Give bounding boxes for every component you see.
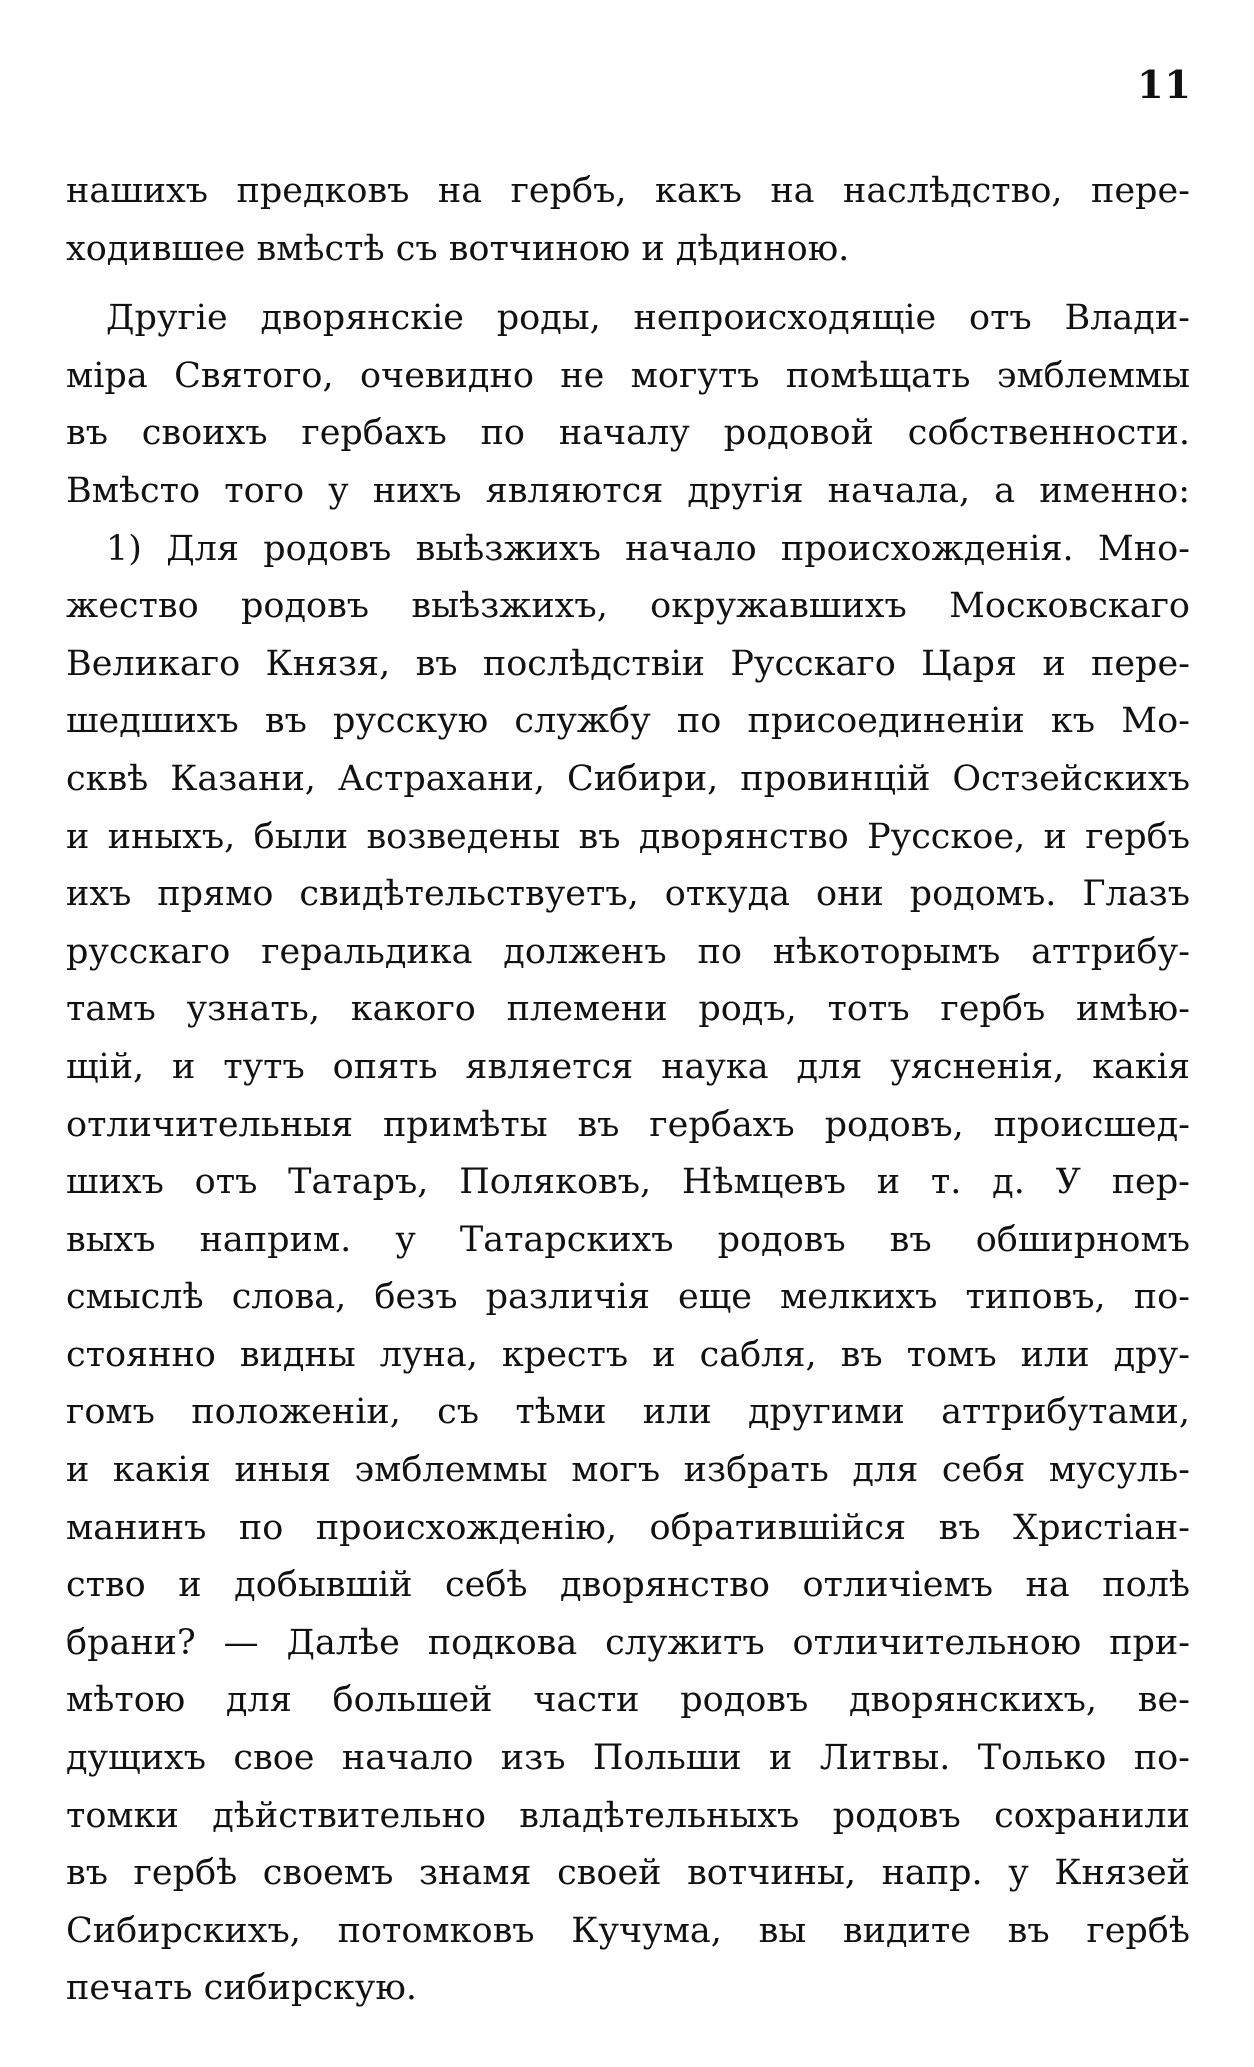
text-line: и какія иныя эмблеммы могъ избрать для себя мусуль- bbox=[66, 1450, 1190, 1491]
text-line: стоянно видны луна, крестъ и сабля, въ томъ или дру- bbox=[66, 1334, 1190, 1375]
text-line: ство и добывшій себѣ дворянство отличіемъ на полѣ bbox=[66, 1565, 1190, 1606]
text-line: нашихъ предковъ на гербъ, какъ на наслѣдство, пере- bbox=[66, 171, 1190, 211]
text-line: дущихъ свое начало изъ Польши и Литвы. Только по- bbox=[66, 1738, 1190, 1779]
paragraph bbox=[66, 521, 1190, 2018]
text-line: жество родовъ выѣзжихъ, окружавшихъ Московскаго bbox=[66, 586, 1190, 627]
text-line: смыслѣ слова, безъ различія еще мелкихъ типовъ, по- bbox=[66, 1277, 1190, 1318]
text-line: томки дѣйствительно владѣтельныхъ родовъ сохранили bbox=[66, 1795, 1190, 1836]
text-line: тамъ узнать, какого племени родъ, тотъ гербъ имѣю- bbox=[66, 989, 1190, 1030]
paragraph bbox=[66, 290, 1190, 520]
text-line: выхъ наприм. у Татарскихъ родовъ въ обширномъ bbox=[66, 1219, 1190, 1260]
text-line: Другіе дворянскіе роды, непроисходящіе отъ Влади- bbox=[106, 298, 1190, 339]
text-line: отличительныя примѣты въ гербахъ родовъ, происшед- bbox=[66, 1104, 1190, 1145]
text-line: русскаго геральдика долженъ по нѣкоторымъ аттрибу- bbox=[66, 931, 1190, 972]
text-line: Великаго Князя, въ послѣдствіи Русскаго Царя и пере- bbox=[66, 643, 1190, 684]
body-text bbox=[66, 163, 1190, 2018]
page-number: 11 bbox=[1137, 62, 1192, 107]
text-line: брани? — Далѣе подкова служитъ отличительною при- bbox=[66, 1622, 1190, 1663]
paragraph bbox=[66, 163, 1190, 278]
text-line: Вмѣсто того у нихъ являются другія начала, а именно: bbox=[66, 470, 1190, 511]
text-line: Сибирскихъ, потомковъ Кучума, вы видите въ гербѣ bbox=[66, 1910, 1190, 1951]
text-line: сквѣ Казани, Астрахани, Сибири, провинцій Остзейскихъ bbox=[66, 758, 1190, 799]
text-line: ихъ прямо свидѣтельствуетъ, откуда они родомъ. Глазъ bbox=[66, 874, 1190, 915]
text-line: и иныхъ, были возведены въ дворянство Русское, и гербъ bbox=[66, 816, 1190, 857]
text-line: печать сибирскую. bbox=[66, 1968, 417, 2009]
text-line: щій, и тутъ опять является наука для уясненія, какія bbox=[66, 1046, 1190, 1087]
text-line: шедшихъ въ русскую службу по присоединеніи къ Мо- bbox=[66, 701, 1190, 742]
text-line: въ гербѣ своемъ знамя своей вотчины, напр. у Князей bbox=[66, 1853, 1190, 1894]
text-line: 1) Для родовъ выѣзжихъ начало происхожденія. Мно- bbox=[106, 528, 1190, 569]
text-line: міра Святого, очевидно не могутъ помѣщать эмблеммы bbox=[66, 355, 1190, 396]
text-line: гомъ положеніи, съ тѣми или другими аттрибутами, bbox=[66, 1392, 1190, 1433]
text-line: мѣтою для большей части родовъ дворянскихъ, ве- bbox=[66, 1680, 1190, 1721]
text-line: шихъ отъ Татаръ, Поляковъ, Нѣмцевъ и т. д. У пер- bbox=[66, 1162, 1190, 1203]
text-line: ходившее вмѣстѣ съ вотчиною и дѣдиною. bbox=[66, 228, 850, 269]
text-line: манинъ по происхожденію, обратившійся въ Христіан- bbox=[66, 1507, 1190, 1548]
text-line: въ своихъ гербахъ по началу родовой собственности. bbox=[66, 413, 1190, 454]
